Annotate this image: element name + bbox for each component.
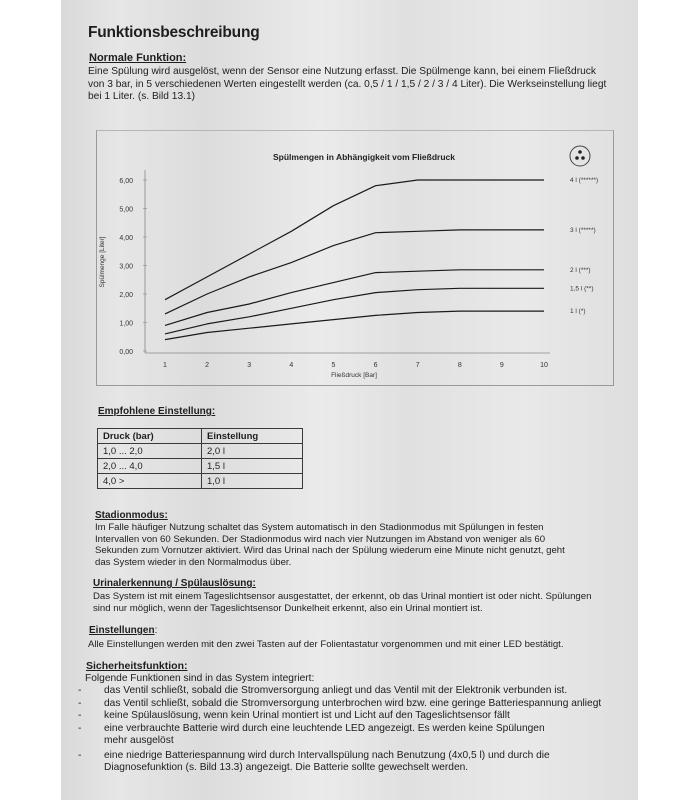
legend-label: 4 l (******) [570,177,599,184]
list-item-text: eine verbrauchte Batterie wird durch eine leuchtende LED angezeigt. Es werden keine Spülungen mehr ausgelöst [104,722,545,746]
bullet-dash: - [78,685,82,696]
bullet-dash: - [78,697,82,709]
x-tick-label: 6 [373,362,378,369]
legend-label: 1,5 l (**) [570,285,594,293]
list-item-text: das Ventil schließt, sobald die Stromversorgung anliegt und das Ventil mit der Elektronik verbunden ist. [104,685,568,696]
x-tick-label: 7 [415,362,420,369]
y-tick-label: 0,00 [119,349,133,356]
list-item [78,710,618,723]
x-tick-label: 5 [331,362,336,369]
bullet-dash: - [78,722,82,734]
list-item-text: keine Spülauslösung, wenn kein Urinal montiert ist und Licht auf den Tageslichtsensor fällt [104,710,510,721]
y-axis-label: Spülmenge [Liter] [99,236,106,288]
safety-list [78,685,618,775]
list-item-text: eine niedrige Batteriespannung wird durch Intervallspülung nach Benutzung (4x0,5 l) und durch die Diagnosefunktion (s. Bild 13.3) angezeigt. Die Batterie sollte gewechselt werden. [104,749,550,773]
normal-function-heading: Normale Funktion: [89,52,187,64]
y-tick-label: 4,00 [119,235,133,242]
legend-label: 3 l (*****) [570,226,596,234]
x-tick-label: 1 [163,362,167,369]
list-item [78,685,618,698]
table-header-row [98,429,303,444]
urinal-text: Das System ist mit einem Tageslichtsensor ausgestattet, der erkennt, ob das Urinal montiert ist oder nicht. Spülungen sind nur möglich, wenn der Tageslichtsensor Dunkelheit erkennt, also ein Urinal montiert ist. [93,591,592,614]
x-axis-label: Fließdruck [Bar] [331,372,377,379]
list-item [78,698,618,711]
safety-heading: Sicherheitsfunktion: [86,660,188,672]
page-title: Funktionsbeschreibung [88,24,260,41]
x-tick-label: 2 [205,362,210,369]
y-tick-label: 6,00 [119,178,133,185]
x-tick-label: 3 [247,362,252,369]
table-header-pressure: Druck (bar) [98,429,202,444]
x-tick-label: 8 [457,362,462,369]
series-line [165,311,544,340]
bullet-dash: - [78,749,82,761]
settings-heading: Einstellungen [89,625,155,636]
settings-text: Alle Einstellungen werden mit den zwei Tasten auf der Folientastatur vorgenommen und mit einer LED bestätigt. [88,639,564,650]
table-header-setting: Einstellung [202,429,303,444]
table-cell-setting: 1,0 l [202,474,303,489]
series-line [165,180,544,300]
x-tick-label: 10 [540,362,548,369]
recommendation-table [97,428,303,489]
list-item [78,723,618,748]
x-tick-label: 4 [289,362,294,369]
settings-heading-wrap [89,625,157,636]
list-item-text: das Ventil schließt, sobald die Stromversorgung unterbrochen wird bzw. eine geringe Batteriespannung anliegt [104,697,602,709]
y-tick-label: 2,00 [119,292,133,299]
table-row [98,474,303,489]
legend-label: 1 l (*) [570,308,586,316]
y-tick-label: 3,00 [119,263,133,271]
settings-colon: : [154,625,158,636]
table-cell-setting: 2,0 l [202,444,303,459]
table-cell-pressure: 1,0 ... 2,0 [98,444,202,459]
legend-label: 2 l (***) [570,266,591,274]
chart-title: Spülmengen in Abhängigkeit vom Fließdruck [273,152,455,162]
safety-intro: Folgende Funktionen sind in das System integriert: [85,673,315,684]
stadion-text: Im Falle häufiger Nutzung schaltet das System automatisch in den Stadionmodus mit Spülungen in festen Intervallen von 60 Sekunden. Der Stadionmodus wird nach vier Nutzungen im Abstand von weniger als 60 Sekunden zum Vornutzer aktiviert. Wird das Urinal nach der Spülung wiederum eine Minute nicht genutzt, geht das System wieder in den Normalmodus über. [95,522,565,568]
normal-function-text: Eine Spülung wird ausgelöst, wenn der Sensor eine Nutzung erfasst. Die Spülmenge kann, bei einem Fließdruck von 3 bar, in 5 verschiedenen Werten eingestellt werden (ca. 0,5 / 1 / 1,5 / 2 / 3 / 4 Liter). Die Werkseinstellung liegt bei 1 Liter. (s. Bild 13.1) [88,66,607,102]
table-cell-pressure: 4,0 > [98,474,202,489]
x-tick-label: 9 [499,362,504,369]
stadion-heading: Stadionmodus: [95,510,168,521]
recommendation-heading: Empfohlene Einstellung: [98,406,216,417]
table-cell-pressure: 2,0 ... 4,0 [98,459,202,474]
list-item [78,750,618,775]
table-row [98,444,303,459]
table-cell-setting: 1,5 l [202,459,303,474]
series-line [165,230,544,314]
table-row [98,459,303,474]
water-drops-icon [570,146,590,166]
urinal-heading: Urinalerkennung / Spülauslösung: [93,578,256,589]
y-tick-label: 5,00 [119,206,133,214]
y-tick-label: 1,00 [119,320,133,328]
bullet-dash: - [78,710,82,721]
